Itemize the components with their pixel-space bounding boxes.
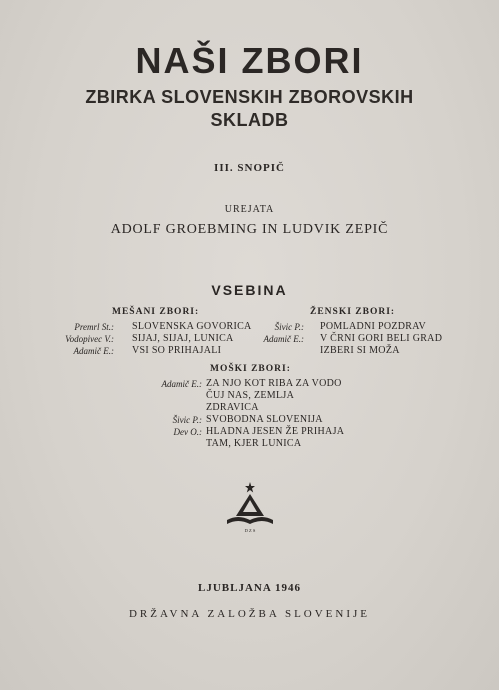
mixed-entry-author: Premrl St.: bbox=[74, 322, 114, 332]
publisher-logo-icon bbox=[224, 480, 276, 534]
mens-entry-author: Dev O.: bbox=[173, 427, 202, 437]
contents-heading: VSEBINA bbox=[211, 282, 288, 298]
womens-entry-title: V ČRNI GORI BELI GRAD bbox=[320, 333, 443, 344]
editors-names: ADOLF GROEBMING IN LUDVIK ZEPIČ bbox=[110, 222, 389, 237]
mixed-entry-author: Vodopivec V.: bbox=[65, 334, 114, 344]
mens-entry-author: Šivic P.: bbox=[172, 415, 202, 425]
book-title: NAŠI ZBORI bbox=[135, 40, 364, 81]
mens-entry-title: HLADNA JESEN ŽE PRIHAJA bbox=[206, 426, 345, 437]
mixed-entry-title: SLOVENSKA GOVORICA bbox=[132, 321, 252, 332]
mens-entry-title: TAM, KJER LUNICA bbox=[206, 438, 302, 449]
book-subtitle-line-2: SKLADB bbox=[210, 110, 289, 130]
mens-entry-title: ZA NJO KOT RIBA ZA VODO bbox=[206, 378, 342, 389]
volume-label: III. SNOPIČ bbox=[214, 162, 285, 174]
womens-choirs-heading: ŽENSKI ZBORI: bbox=[310, 307, 396, 317]
womens-entry-title: IZBERI SI MOŽA bbox=[320, 345, 400, 356]
publisher-name: DRŽAVNA ZALOŽBA SLOVENIJE bbox=[128, 608, 371, 620]
mixed-entry-title: SIJAJ, SIJAJ, LUNICA bbox=[132, 333, 234, 344]
mixed-entry-author: Adamič E.: bbox=[73, 346, 114, 356]
mens-entry-title: SVOBODNA SLOVENIJA bbox=[206, 414, 323, 425]
womens-entry-author: Šivic P.: bbox=[274, 322, 304, 332]
mens-entry-author: Adamič E.: bbox=[161, 379, 202, 389]
mens-choirs-heading: MOŠKI ZBORI: bbox=[210, 364, 291, 374]
place-year: LJUBLJANA 1946 bbox=[198, 582, 301, 594]
womens-entry-author: Adamič E.: bbox=[263, 334, 304, 344]
womens-entry-title: POMLADNI POZDRAV bbox=[320, 321, 427, 332]
editors-label: UREJATA bbox=[224, 204, 275, 215]
mens-entry-title: ČUJ NAS, ZEMLJA bbox=[206, 390, 295, 401]
mixed-entry-title: VSI SO PRIHAJALI bbox=[132, 345, 222, 356]
logo-letters: D Z S bbox=[244, 528, 256, 533]
mixed-choirs-heading: MEŠANI ZBORI: bbox=[112, 307, 200, 317]
mens-entry-title: ZDRAVICA bbox=[206, 402, 259, 413]
book-subtitle-line-1: ZBIRKA SLOVENSKIH ZBOROVSKIH bbox=[85, 87, 414, 107]
